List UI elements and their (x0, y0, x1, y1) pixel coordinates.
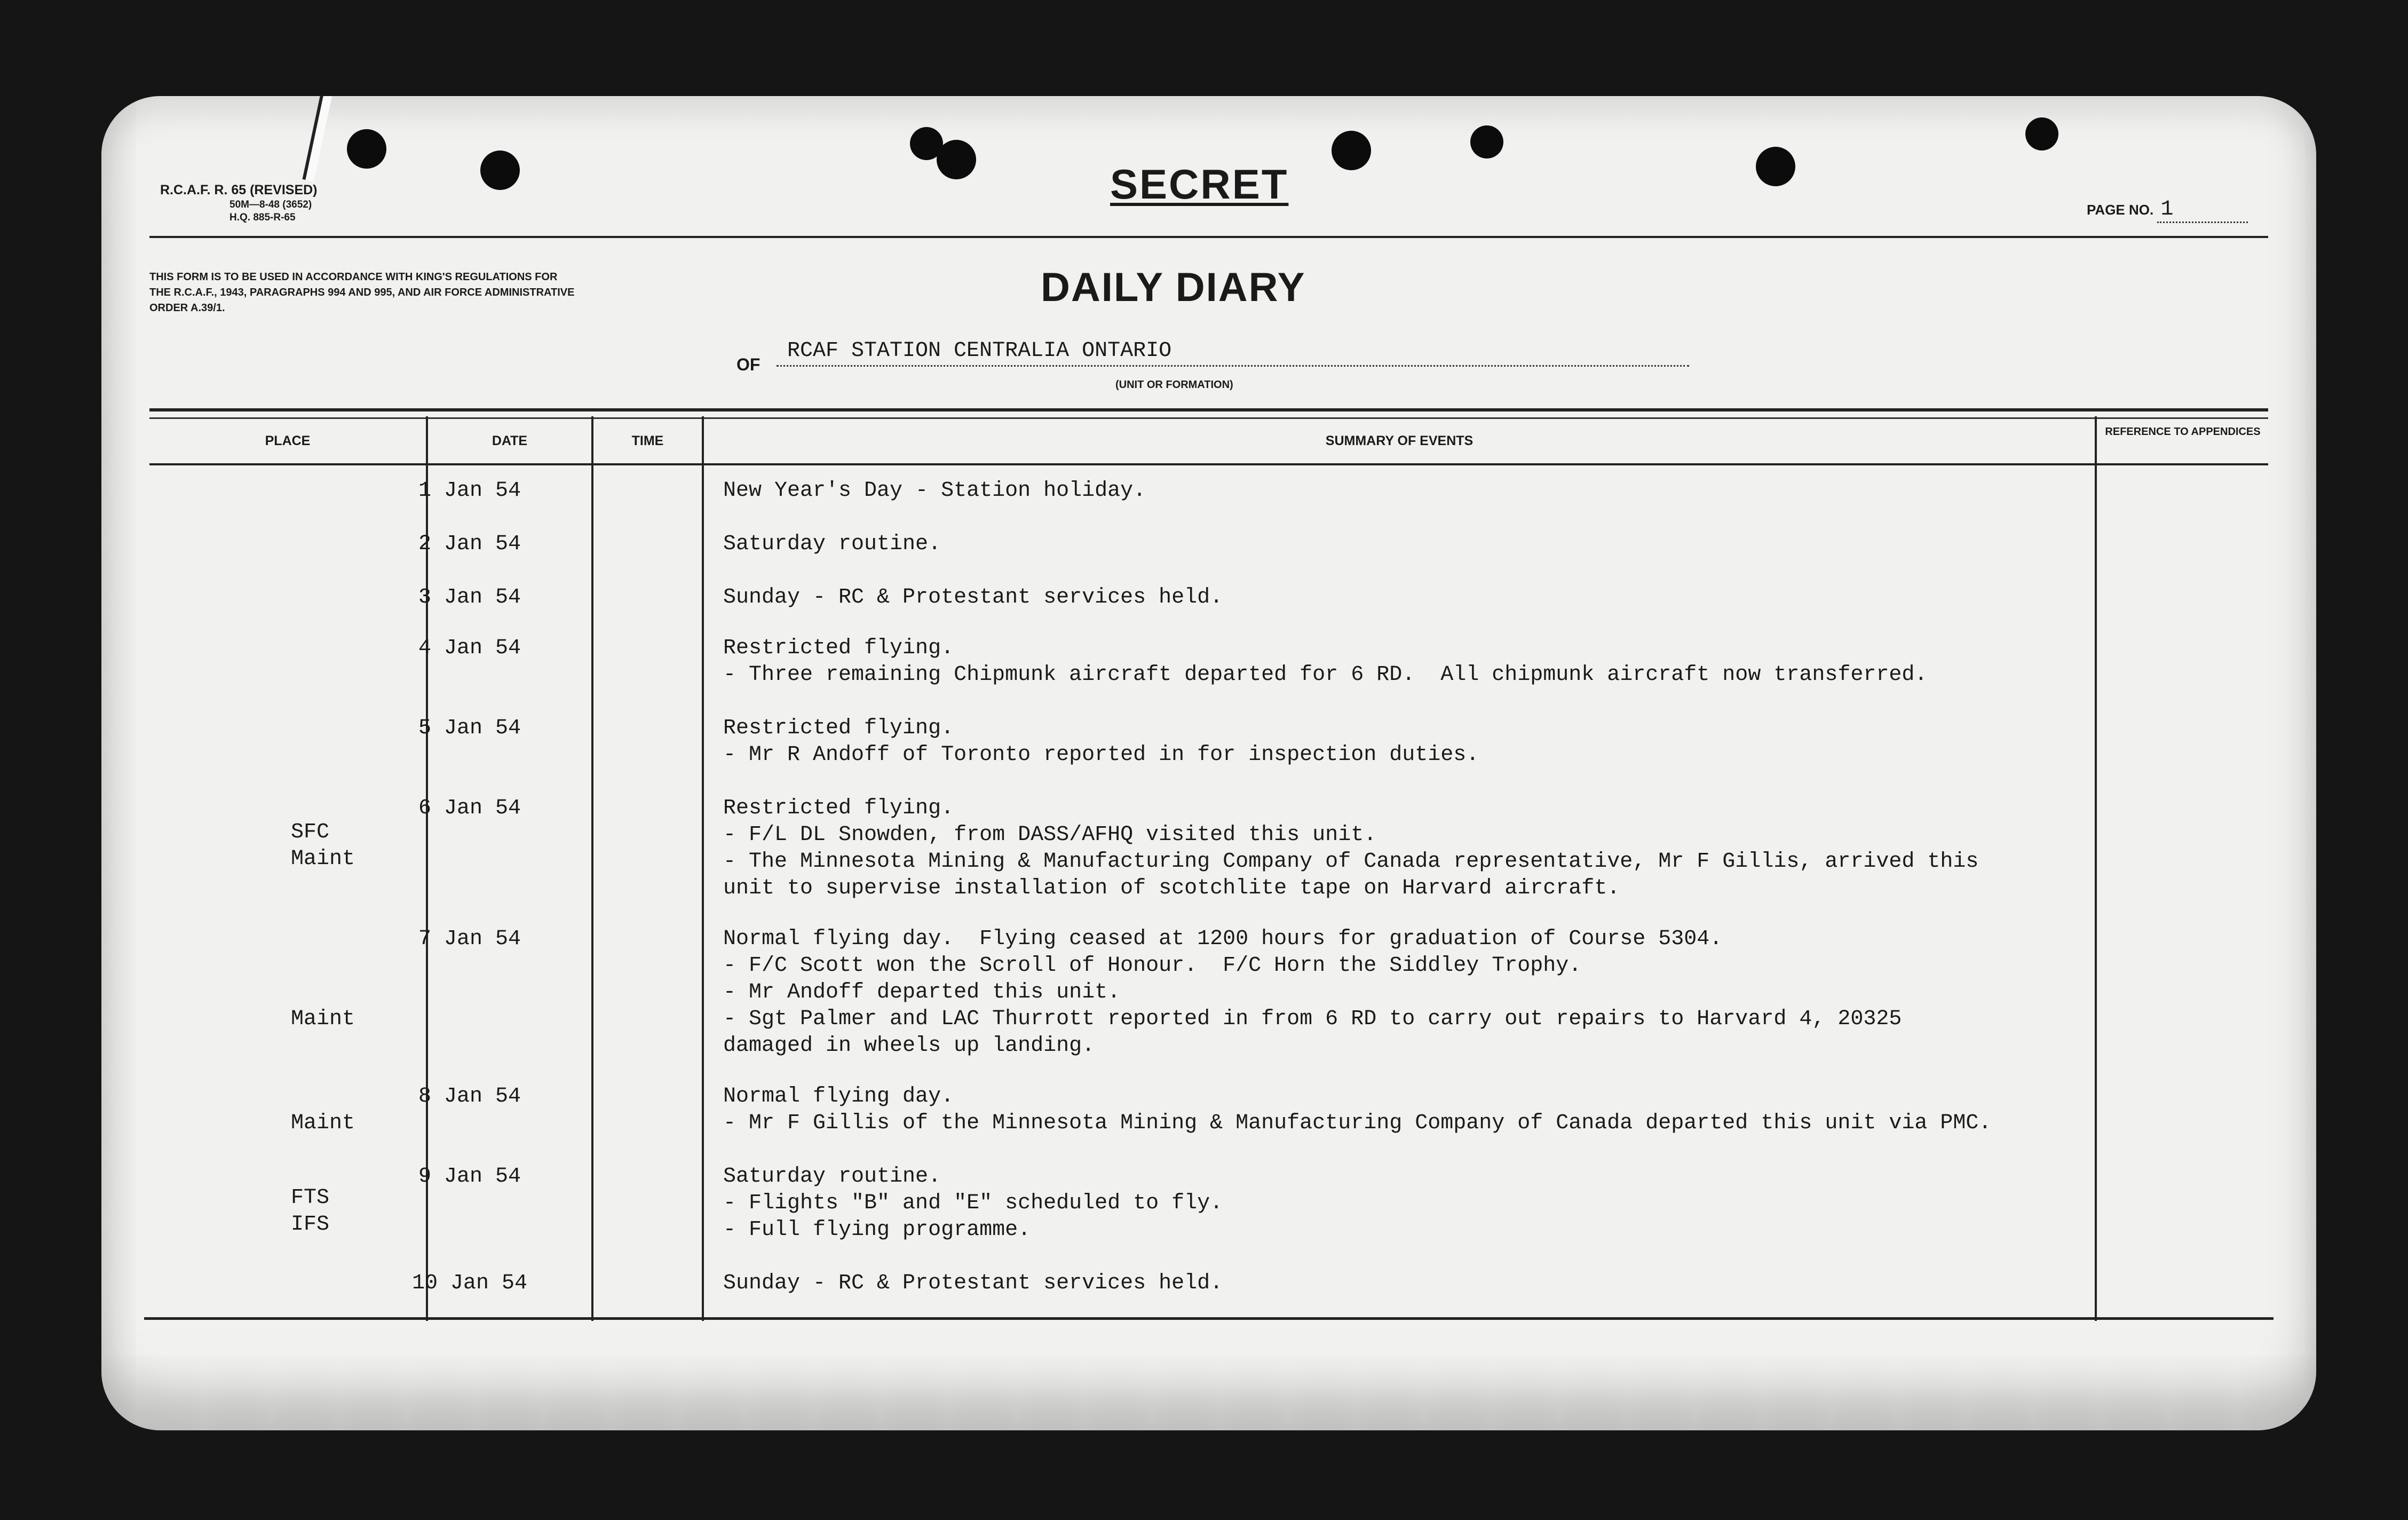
of-label: OF (736, 355, 761, 374)
entry-place: SFC (291, 820, 330, 844)
punch-hole (480, 151, 520, 190)
summary-line: - Mr Andoff departed this unit. (723, 980, 1121, 1004)
summary-line: Saturday routine. (723, 1165, 941, 1189)
punch-hole (1332, 131, 1371, 170)
entry-summary (723, 795, 1978, 902)
column-header-summary: SUMMARY OF EVENTS (1325, 433, 1474, 448)
punch-hole (347, 129, 386, 169)
page-number-value: 1 (2157, 197, 2248, 223)
form-code-line3: H.Q. 885-R-65 (229, 212, 296, 223)
column-divider (591, 416, 593, 1321)
entry-date: 2 Jan 54 (418, 532, 521, 556)
entry-summary (723, 478, 1146, 504)
entry-summary (723, 926, 1902, 1059)
column-header-reference: REFERENCE TO APPENDICES (2105, 426, 2261, 438)
unit-caption: (UNIT OR FORMATION) (1115, 379, 1233, 391)
punch-hole (937, 140, 976, 179)
regulation-notice: THIS FORM IS TO BE USED IN ACCORDANCE WITH KING'S REGULATIONS FOR THE R.C.A.F., 1943, PARAGRAPHS 994 AND 995, AND AIR FORCE ADMINISTRATIVE ORDER A.39/1. (149, 271, 575, 314)
summary-line: Restricted flying. (723, 716, 954, 740)
page-number-label: PAGE NO. (2087, 202, 2154, 218)
entry-date: 9 Jan 54 (418, 1165, 521, 1189)
form-code-line2: 50M—8-48 (3652) (229, 199, 312, 210)
entry-place: Maint (291, 1111, 355, 1135)
summary-line: Sunday - RC & Protestant services held. (723, 585, 1223, 609)
summary-line: Restricted flying. (723, 636, 954, 660)
summary-line: - F/C Scott won the Scroll of Honour. F/C Horn the Siddley Trophy. (723, 954, 1582, 978)
divider (149, 408, 2268, 411)
summary-line: Normal flying day. Flying ceased at 1200 hours for graduation of Course 5304. (723, 927, 1723, 951)
classification-heading: SECRET (1110, 161, 1289, 208)
entry-summary (723, 1270, 1223, 1297)
entry-summary (723, 1163, 1223, 1244)
column-header-place: PLACE (265, 433, 311, 448)
entry-date: 5 Jan 54 (418, 716, 521, 740)
summary-line: - Three remaining Chipmunk aircraft departed for 6 RD. All chipmunk aircraft now transferred. (723, 663, 1928, 687)
column-header-time: TIME (631, 433, 664, 448)
page-title: DAILY DIARY (1041, 265, 1306, 310)
form-code-line1: R.C.A.F. R. 65 (REVISED) (160, 183, 318, 197)
entry-summary (723, 584, 1223, 611)
summary-line: - Full flying programme. (723, 1218, 1031, 1242)
entry-date: 10 Jan 54 (411, 1271, 528, 1295)
column-header-date: DATE (492, 433, 528, 448)
summary-line: - F/L DL Snowden, from DASS/AFHQ visited this unit. (723, 823, 1377, 847)
punch-hole (2025, 117, 2058, 151)
summary-line: - Flights "B" and "E" scheduled to fly. (723, 1191, 1223, 1215)
form-code (160, 181, 318, 224)
summary-line: - The Minnesota Mining & Manufacturing Company of Canada representative, Mr F Gillis, arrived this (723, 850, 1979, 874)
entry-date: 7 Jan 54 (418, 927, 521, 951)
entry-place: FTS (291, 1186, 330, 1210)
punch-hole (1470, 125, 1503, 159)
divider (149, 463, 2268, 465)
entry-date: 6 Jan 54 (418, 796, 521, 820)
column-divider (2095, 416, 2097, 1321)
entry-place: Maint (291, 1007, 355, 1031)
entry-date: 3 Jan 54 (418, 585, 521, 609)
divider (144, 1317, 2274, 1320)
punch-hole (1756, 147, 1795, 186)
summary-line: unit to supervise installation of scotchlite tape on Harvard aircraft. (723, 876, 1620, 900)
summary-line: Saturday routine. (723, 532, 941, 556)
paper-tear (303, 96, 334, 181)
page-number-field (2087, 197, 2248, 223)
summary-line: - Mr F Gillis of the Minnesota Mining & Manufacturing Company of Canada departed this unit via PMC. (723, 1111, 1992, 1135)
entry-summary (723, 1083, 1991, 1137)
diary-form-page (101, 96, 2316, 1430)
entry-summary (723, 715, 1479, 769)
entry-date: 8 Jan 54 (418, 1084, 521, 1109)
summary-line: Sunday - RC & Protestant services held. (723, 1271, 1223, 1295)
divider (149, 236, 2268, 238)
unit-field: RCAF STATION CENTRALIA ONTARIO (777, 339, 1689, 367)
entry-summary (723, 635, 1927, 688)
summary-line: damaged in wheels up landing. (723, 1034, 1095, 1058)
summary-line: - Sgt Palmer and LAC Thurrott reported in from 6 RD to carry out repairs to Harvard 4, 20325 (723, 1007, 1902, 1031)
entry-date: 4 Jan 54 (418, 636, 521, 660)
column-divider (702, 416, 704, 1321)
entry-place: Maint (291, 847, 355, 871)
entry-place: IFS (291, 1213, 330, 1237)
summary-line: Normal flying day. (723, 1084, 954, 1109)
entry-summary (723, 531, 941, 558)
summary-line: Restricted flying. (723, 796, 954, 820)
summary-line: New Year's Day - Station holiday. (723, 479, 1146, 503)
summary-line: - Mr R Andoff of Toronto reported in for inspection duties. (723, 743, 1479, 767)
divider (149, 417, 2268, 419)
entry-date: 1 Jan 54 (418, 479, 521, 503)
